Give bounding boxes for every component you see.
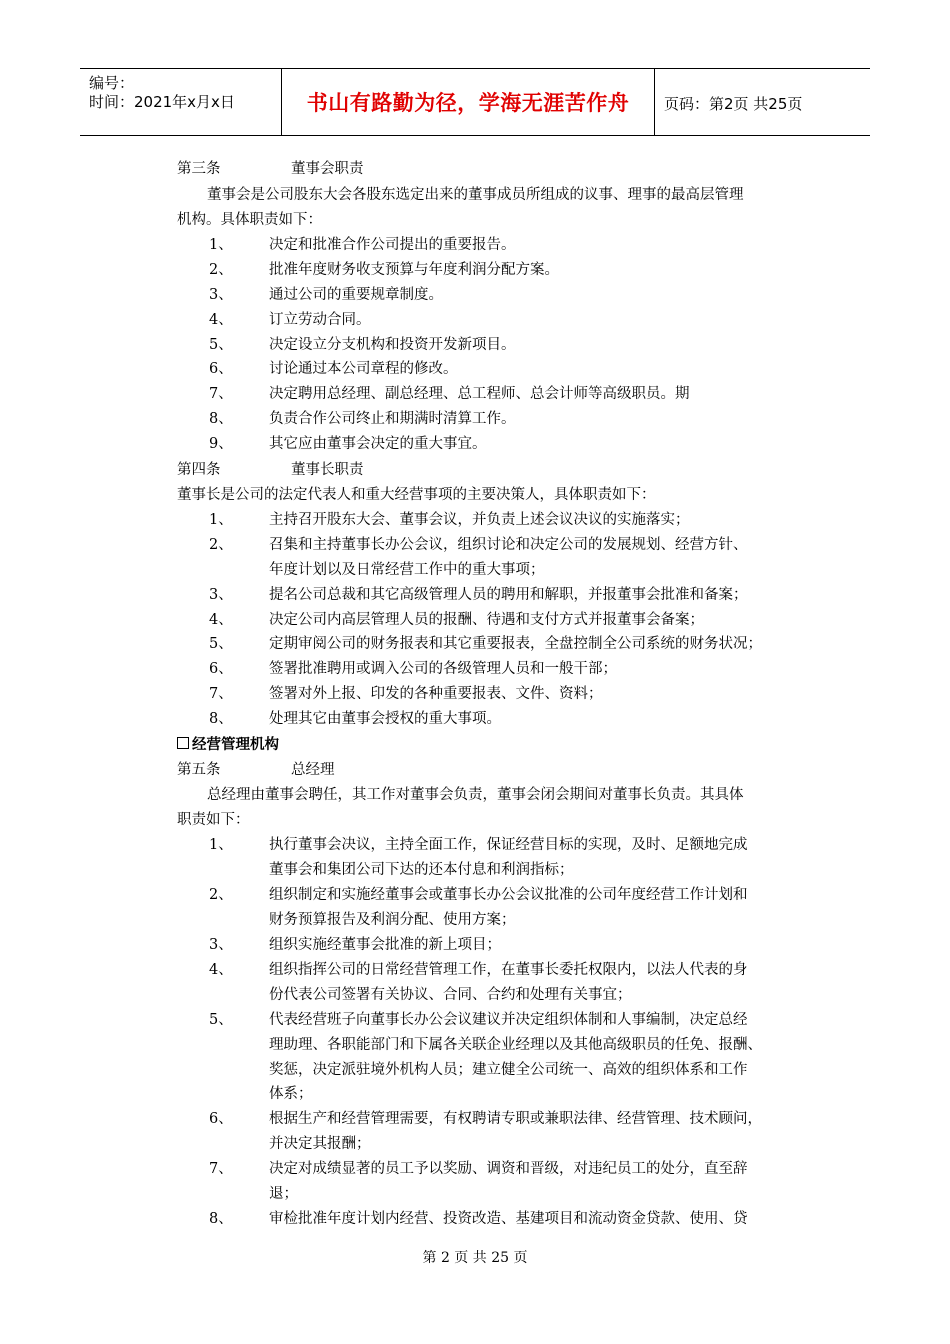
list-item-number: 7、 xyxy=(209,686,233,702)
list-item-number: 5、 xyxy=(209,337,233,353)
list-item-number: 6、 xyxy=(209,361,233,377)
list-item-text: 组织指挥公司的日常经营管理工作，在董事长委托权限内，以法人代表的身 xyxy=(269,962,748,978)
list-item-text-continued: 财务预算报告及利润分配、使用方案； xyxy=(269,912,516,928)
list-item-text: 组织制定和实施经董事会或董事长办公会议批准的公司年度经营工作计划和 xyxy=(269,887,748,903)
document-date: 时间：2021年x月x日 xyxy=(89,93,235,111)
document-number-label: 编号： xyxy=(89,74,135,92)
article-4-intro: 董事长是公司的法定代表人和重大经营事项的主要决策人，具体职责如下： xyxy=(177,487,656,503)
article-4-title: 董事长职责 xyxy=(291,462,364,478)
article-5-intro-line1: 总经理由董事会聘任，其工作对董事会负责，董事会闭会期间对董事长负责。其具体 xyxy=(207,787,744,803)
list-item-text: 执行董事会决议，主持全面工作，保证经营目标的实现，及时、足额地完成 xyxy=(269,837,748,853)
list-item-number: 2、 xyxy=(209,262,233,278)
list-item-number: 8、 xyxy=(209,1211,233,1227)
header-motto-cell xyxy=(282,69,655,135)
list-item-text: 提名公司总裁和其它高级管理人员的聘用和解职，并报董事会批准和备案； xyxy=(269,587,748,603)
list-item-number: 8、 xyxy=(209,411,233,427)
list-item-text: 决定和批准合作公司提出的重要报告。 xyxy=(269,237,516,253)
list-item-number: 3、 xyxy=(209,287,233,303)
list-item-number: 5、 xyxy=(209,636,233,652)
list-item-text: 定期审阅公司的财务报表和其它重要报表，全盘控制全公司系统的财务状况； xyxy=(269,636,762,652)
article-5-title: 总经理 xyxy=(291,762,335,778)
list-item-number: 3、 xyxy=(209,587,233,603)
list-item-text-continued: 理助理、各职能部门和下属各关联企业经理以及其他高级职员的任免、报酬、 xyxy=(269,1037,762,1053)
list-item-text-continued: 退； xyxy=(269,1186,298,1202)
article-3-title: 董事会职责 xyxy=(291,161,364,177)
list-item-number: 1、 xyxy=(209,512,233,528)
list-item-text-continued: 董事会和集团公司下达的还本付息和利润指标； xyxy=(269,862,574,878)
list-item-text-continued: 年度计划以及日常经营工作中的重大事项； xyxy=(269,562,545,578)
header-motto: 书山有路勤为径，学海无涯苦作舟 xyxy=(306,91,630,115)
list-item-text: 主持召开股东大会、董事会议，并负责上述会议决议的实施落实； xyxy=(269,512,690,528)
list-item-number: 8、 xyxy=(209,711,233,727)
page-footer: 第 2 页 共 25 页 xyxy=(422,1250,528,1266)
header-page-cell xyxy=(655,69,870,135)
section-title: 经营管理机构 xyxy=(192,737,279,753)
list-item-text: 根据生产和经营管理需要，有权聘请专职或兼职法律、经营管理、技术顾问， xyxy=(269,1111,762,1127)
list-item-number: 4、 xyxy=(209,312,233,328)
list-item-text: 负责合作公司终止和期满时清算工作。 xyxy=(269,411,516,427)
list-item-text: 处理其它由董事会授权的重大事项。 xyxy=(269,711,501,727)
page-header xyxy=(80,68,870,136)
list-item-number: 1、 xyxy=(209,237,233,253)
article-3-intro-line2: 机构。具体职责如下： xyxy=(177,212,322,228)
list-item-text: 代表经营班子向董事长办公会议建议并决定组织体制和人事编制，决定总经 xyxy=(269,1012,748,1028)
checkbox-square-icon xyxy=(177,737,189,749)
article-5-number: 第五条 xyxy=(177,762,221,778)
article-5-intro-line2: 职责如下： xyxy=(177,812,250,828)
list-item-text-continued: 体系； xyxy=(269,1086,313,1102)
list-item-number: 5、 xyxy=(209,1012,233,1028)
list-item-text: 签署批准聘用或调入公司的各级管理人员和一般干部； xyxy=(269,661,617,677)
list-item-number: 6、 xyxy=(209,661,233,677)
list-item-text-continued: 份代表公司签署有关协议、合同、合约和处理有关事宜； xyxy=(269,987,632,1003)
list-item-number: 7、 xyxy=(209,386,233,402)
list-item-text: 决定聘用总经理、副总经理、总工程师、总会计师等高级职员。期 xyxy=(269,386,690,402)
list-item-number: 1、 xyxy=(209,837,233,853)
list-item-text: 审检批准年度计划内经营、投资改造、基建项目和流动资金贷款、使用、贷 xyxy=(269,1211,748,1227)
list-item-text: 召集和主持董事长办公会议，组织讨论和决定公司的发展规划、经营方针、 xyxy=(269,537,748,553)
list-item-number: 9、 xyxy=(209,436,233,452)
list-item-text: 决定对成绩显著的员工予以奖励、调资和晋级，对违纪员工的处分，直至辞 xyxy=(269,1161,748,1177)
list-item-number: 2、 xyxy=(209,887,233,903)
list-item-text: 订立劳动合同。 xyxy=(269,312,371,328)
header-left-cell xyxy=(80,69,282,135)
list-item-text: 组织实施经董事会批准的新上项目； xyxy=(269,937,501,953)
article-4-number: 第四条 xyxy=(177,462,221,478)
list-item-text: 批准年度财务收支预算与年度利润分配方案。 xyxy=(269,262,559,278)
list-item-text: 决定设立分支机构和投资开发新项目。 xyxy=(269,337,516,353)
list-item-number: 2、 xyxy=(209,537,233,553)
article-3-number: 第三条 xyxy=(177,161,221,177)
list-item-number: 6、 xyxy=(209,1111,233,1127)
header-page-info: 页码：第2页 共25页 xyxy=(664,95,803,113)
list-item-text: 通过公司的重要规章制度。 xyxy=(269,287,443,303)
list-item-number: 7、 xyxy=(209,1161,233,1177)
list-item-text-continued: 并决定其报酬； xyxy=(269,1136,371,1152)
list-item-text-continued: 奖惩，决定派驻境外机构人员；建立健全公司统一、高效的组织体系和工作 xyxy=(269,1062,748,1078)
list-item-number: 4、 xyxy=(209,962,233,978)
list-item-text: 签署对外上报、印发的各种重要报表、文件、资料； xyxy=(269,686,603,702)
list-item-number: 3、 xyxy=(209,937,233,953)
list-item-number: 4、 xyxy=(209,612,233,628)
list-item-text: 决定公司内高层管理人员的报酬、待遇和支付方式并报董事会备案； xyxy=(269,612,704,628)
list-item-text: 其它应由董事会决定的重大事宜。 xyxy=(269,436,487,452)
section-heading xyxy=(177,736,279,754)
article-3-intro-line1: 董事会是公司股东大会各股东选定出来的董事成员所组成的议事、理事的最高层管理 xyxy=(207,187,744,203)
list-item-text: 讨论通过本公司章程的修改。 xyxy=(269,361,458,377)
